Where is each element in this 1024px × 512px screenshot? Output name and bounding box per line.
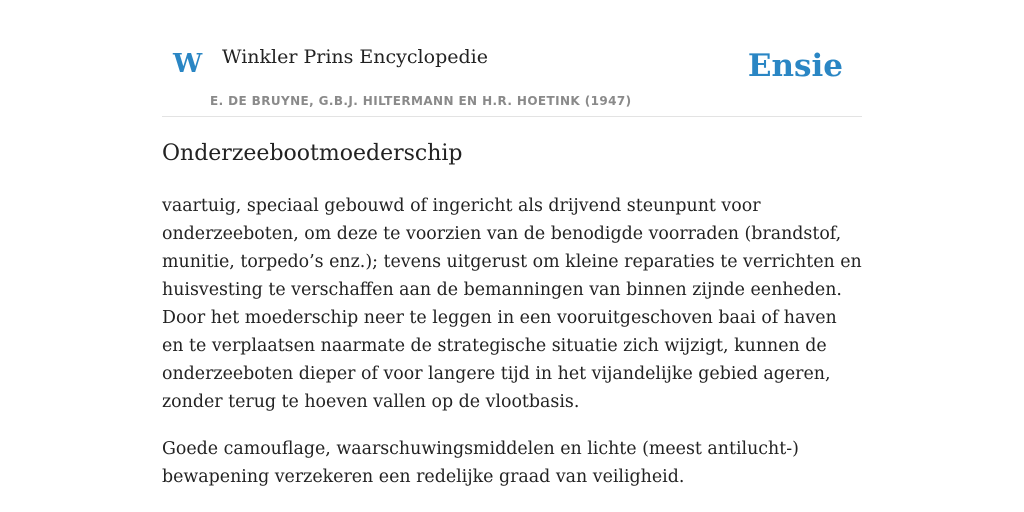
source-authors: E. DE BRUYNE, G.B.J. HILTERMANN EN H.R. HOETINK (1947) xyxy=(210,94,632,108)
entry-title: Onderzeebootmoederschip xyxy=(162,141,463,166)
source-logo-icon[interactable]: W xyxy=(173,49,203,79)
entry-paragraph: Goede camouflage, waarschuwingsmiddelen en lichte (meest antilucht-) bewapening verzekeren een redelijke graad van veiligheid. xyxy=(162,439,799,487)
article-page xyxy=(162,0,862,487)
source-title[interactable]: Winkler Prins Encyclopedie xyxy=(222,46,488,68)
article-header xyxy=(162,0,862,117)
entry-content xyxy=(162,192,862,510)
entry-paragraph: vaartuig, speciaal gebouwd of ingericht als drijvend steunpunt voor onderzeeboten, om deze te voorzien van de benodigde voorraden (brandstof, munitie, torpedo’s enz.); tevens uitgerust om kleine reparaties te verrichten en huisvesting te verschaffen aan de bemanningen van binnen zijnde eenheden. Door het moederschip neer te leggen in een vooruitgeschoven baai of haven en te verplaatsen naarmate de strategische situatie zich wijzigt, kunnen de onderzeeboten dieper of voor langere tijd in het vijandelijke gebied ageren, zonder terug te hoeven vallen op de vlootbasis. xyxy=(162,196,862,412)
brand-logo[interactable]: Ensie xyxy=(747,48,843,84)
